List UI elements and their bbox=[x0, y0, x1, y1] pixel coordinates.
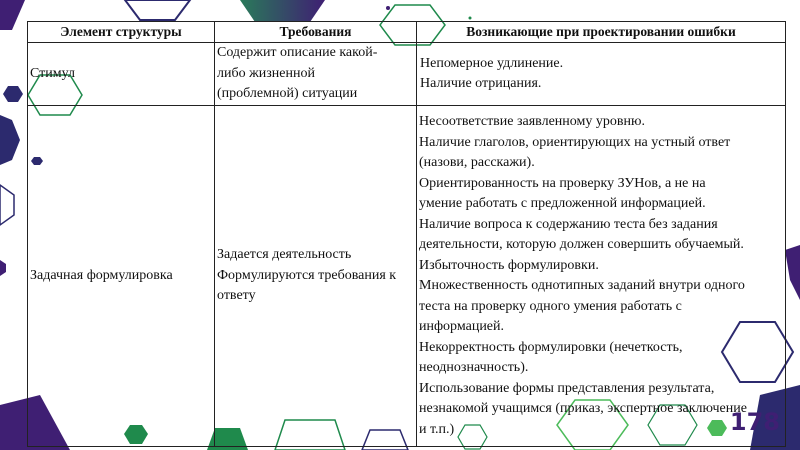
row-element-stimulus: Стимул bbox=[28, 43, 215, 106]
header-element: Элемент структуры bbox=[28, 22, 215, 43]
header-errors: Возникающие при проектировании ошибки bbox=[417, 22, 786, 43]
table-row bbox=[28, 106, 786, 447]
error-line: Ориентированность на проверку ЗУНов, а не на bbox=[419, 175, 706, 191]
hexagon-shape bbox=[125, 0, 190, 20]
error-line: теста на проверку одного умения работать с bbox=[419, 298, 682, 314]
requirement-line: ответу bbox=[217, 288, 256, 304]
error-line: Наличие отрицания. bbox=[420, 76, 542, 91]
row-errors-task bbox=[417, 106, 786, 447]
error-line: незнакомой учащимся (приказ, экспертное заключение bbox=[419, 401, 747, 416]
error-line: неоднозначность). bbox=[419, 360, 529, 375]
requirement-line: либо жизненной bbox=[217, 65, 315, 81]
requirement-line: (проблемной) ситуации bbox=[217, 86, 358, 102]
hexagon-shape bbox=[0, 0, 25, 30]
dot-shape bbox=[386, 6, 390, 10]
row-requirements-stimulus bbox=[215, 43, 417, 106]
row-errors-stimulus bbox=[417, 43, 786, 106]
error-line: умение работать с предложенной информацией. bbox=[419, 196, 706, 211]
content-table-container bbox=[27, 21, 785, 447]
error-line: Избыточность формулировки. bbox=[419, 257, 599, 273]
error-line: информацией. bbox=[419, 319, 505, 334]
error-line: Наличие вопроса к содержанию теста без задания bbox=[419, 216, 718, 232]
error-line: деятельности, которую должен совершить обучаемый. bbox=[419, 237, 744, 252]
header-requirements: Требования bbox=[215, 22, 417, 43]
table-row bbox=[28, 43, 786, 106]
row-requirements-task bbox=[215, 106, 417, 447]
page-number: 178 bbox=[729, 408, 780, 436]
hexagon-shape bbox=[0, 260, 6, 276]
table-header-row bbox=[28, 22, 786, 43]
error-line: Непомерное удлинение. bbox=[420, 55, 564, 71]
hexagon-shape bbox=[3, 86, 23, 102]
error-line: Множественность однотипных заданий внутри одного bbox=[419, 278, 745, 293]
error-line: (назови, расскажи). bbox=[419, 155, 535, 170]
error-line: Несоответствие заявленному уровню. bbox=[419, 114, 645, 129]
hexagon-shape bbox=[240, 0, 325, 22]
structure-errors-table bbox=[27, 21, 786, 447]
requirement-line: Содержит описание какой- bbox=[217, 45, 378, 61]
error-line: Использование формы представления результата, bbox=[419, 380, 715, 396]
requirement-line: Формулируются требования к bbox=[217, 267, 397, 283]
requirement-line: Задается деятельность bbox=[217, 247, 352, 263]
error-line: и т.п.) bbox=[419, 421, 455, 437]
error-line: Некорректность формулировки (нечеткость, bbox=[419, 339, 683, 355]
hexagon-shape bbox=[785, 245, 800, 300]
hexagon-shape bbox=[0, 115, 20, 165]
row-element-task: Задачная формулировка bbox=[28, 106, 215, 447]
error-line: Наличие глаголов, ориентирующих на устный ответ bbox=[419, 134, 731, 150]
hexagon-shape bbox=[0, 185, 14, 225]
dot-shape bbox=[469, 17, 472, 20]
